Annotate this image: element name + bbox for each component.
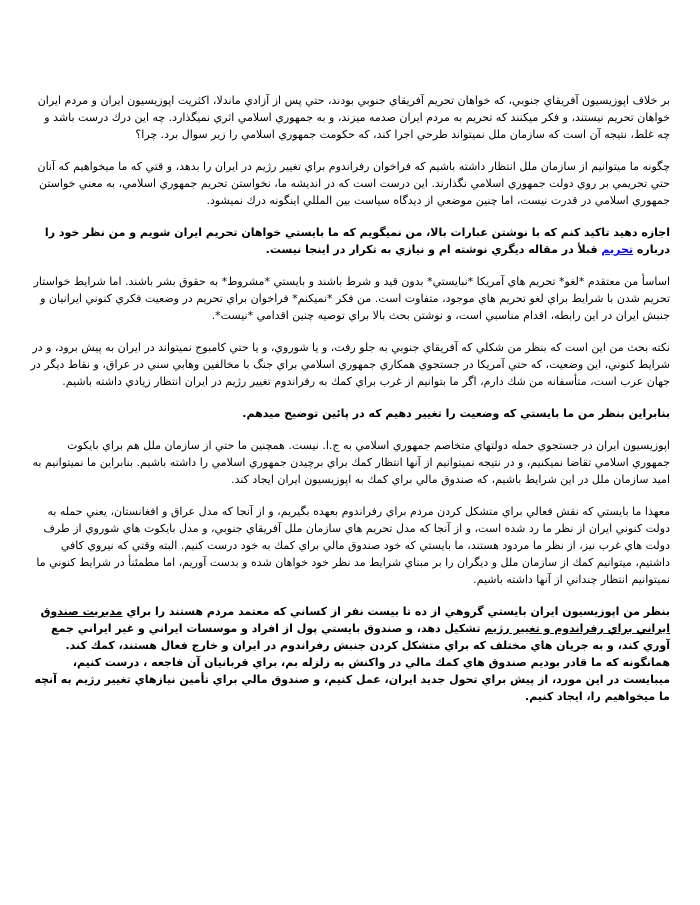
paragraph-5-text: نكته بحث من اين است كه بنظر من شكلي كه آفريقاي جنوبي به جلو رفت، و يا شوروي، و يا حتي كامبوج نميتواند در ايران به پيش برود، و در شرايط كنوني، اين وضعيت، كه حتي آمريكا در جستجوي همكاري جمهوري اسلامي براي جنگ با مخالفين وهابي سني در عراق، و نقاط ديگر در جهان عرب است، متأسفانه من شك دارم، اگر ما بتوانيم از غرب براي كمك به رفراندوم تغيير رژيم در ايران انتظار زيادي داشته باشيم.: [30, 341, 670, 388]
paragraph-1: [30, 92, 670, 143]
paragraph-9-text-before-underline: بنظر من اپوزيسيون ايران بايستي گروهي از ده تا بيست نفر از كساني كه معتمد مردم هستند را براي: [122, 605, 670, 618]
paragraph-7-text: اپوزيسيون ايران در جستجوي حمله دولتهاي متخاصم جمهوري اسلامي به ج.ا. نيست. همچنين ما حتي از سازمان ملل هم براي بايكوت جمهوري اسلامي تقاضا نميكنيم، و در نتيجه نميتوانيم از آنها انتظار كمك براي برچيدن جمهوري اسلامي را داشته باشيم. بنابراين ما نميتوانيم به اميد سازمان ملل در اين شرايط باشيم، كه صندوق مالي براي كمك به اپوزيسيون ايران ايجاد كند.: [32, 439, 670, 486]
paragraph-6-text: بنابراين بنظر من ما بايستي كه وضعيت را تغيير دهيم كه در پائين توضيح ميدهم.: [242, 407, 670, 420]
paragraph-2: [30, 158, 670, 209]
tahrim-article-link[interactable]: تحريم: [601, 243, 634, 256]
paragraph-8: [30, 503, 670, 588]
paragraph-8-text: معهذا ما بايستي كه نقش فعالي براي متشكل كردن مردم براي رفراندوم بعهده بگيريم، و از آنجا كه مدل عراق و افغانستان، يعني حمله به دولت كنوني ايران از نظر ما رد شده است، و از آنجا كه مدل تحريم هاي سازمان ملل آفريقاي جنوبي، و مدل بايكوت هاي شوروي از طرف دولت هاي غرب نيز، از نظر ما مردود هستند، ما بايستي كه خود صندوق مالي براي كمك به خود درست كنيم. البته وقتي كه نيروي كافي داشتيم، ميتوانيم كمك از سازمان ملل و ديگران را بر مبناي شرايط مد نظر خود خواهان شده و بدست آوريم، اما مطمئنأ در شرايط كنوني ما نميتوانيم انتظار چنداني از آنها داشته باشيم.: [36, 505, 670, 586]
paragraph-4-text: اساسأ من معتقدم *لغو* تحريم هاي آمريكا *نبايستي* بدون قيد و شرط باشند و بايستي *مشروط* به حقوق بشر باشند. اما شرايط خواستار تحريم شدن با شرايط براي لغو تحريم هاي موجود، متفاوت است. من فكر *نميكنم* فراخوان براي تحريم در وضعيت فكري كنوني ايرانيان و جنبش ايران در اين رابطه، اقدام مناسبي است، و نوشتن بحث بالا براي توصيه چنين اقدامي *نيست*.: [33, 275, 670, 322]
paragraph-3-text-after-link: قبلأ در مقاله ديگري نوشته ام و نيازي به تكرار در اينجا نيست.: [265, 243, 602, 256]
paragraph-3: [30, 224, 670, 258]
paragraph-6: [30, 405, 670, 422]
fund-management-underlined-phrase: مديريت صندوق ايراني براي رفراندوم و تغيير رژيم: [40, 605, 670, 635]
paragraph-3-text-before-link: اجازه دهيد تاكيد كنم كه با نوشتن عبارات بالا، من نميگويم كه ما بايستي خواهان تحريم ايران شويم و من نظر خود را درباره: [44, 226, 670, 256]
paragraph-5: [30, 339, 670, 390]
paragraph-1-text: بر خلاف اپوزيسيون آفريقاي جنوبي، كه خواهان تحريم آفريقاي جنوبي بودند، حتي پس از آزادي ماندلا، اكثريت اپوزيسيون ايران و مردم ايران خواهان تحريم نيستند، و فكر ميكنند كه تحريم به مردم ايران صدمه ميزند، و به جمهوري اسلامي اثري نميگذارد. چه اين درك درست باشد و چه غلط، نتيجه آن است كه سازمان ملل نميتواند طرحي اجرا كند، كه حكومت جمهوري اسلامي را زير سوال برد. چرا؟: [37, 94, 670, 141]
paragraph-9-text-after-underline: تشكيل دهد، و صندوق بايستي پول از افراد و موسسات ايراني و غير ايراني جمع آوري كند، و به جريان هاي مختلف كه براي متشكل كردن جنبش رفراندوم در ايران و خارج فعال هستند، كمك كند. همانگونه كه ما قادر بوديم صندوق هاي كمك مالي در واكنش به زلزله بم، براي قربانيان آن فاجعه ، درست كنيم، ميبايست در اين مورد، از پيش براي تحول جديد ايران، عمل كنيم، و صندوق مالي براي تأمين نيازهاي تغيير رژيم به آنچه ما ميخواهيم را، ايجاد كنيم.: [34, 622, 670, 703]
paragraph-2-text: چگونه ما ميتوانيم از سازمان ملل انتظار داشته باشيم كه فراخوان رفراندوم براي تغيير رژيم در ايران را بدهد، و قتي كه ما ميخواهيم كه آنان حتي تحريمي بر روي دولت جمهوري اسلامي نگذارند. اين درست است كه در انديشه ما، نخواستن تحريم جمهوري اسلامي، به معني خواستن جمهوري اسلامي در قدرت نيست، اما چنين موضعي از ديدگاه سياست بين المللي اينگونه درك نميشود.: [37, 160, 670, 207]
paragraph-9: [30, 603, 670, 705]
paragraph-7: [30, 437, 670, 488]
paragraph-4: [30, 273, 670, 324]
